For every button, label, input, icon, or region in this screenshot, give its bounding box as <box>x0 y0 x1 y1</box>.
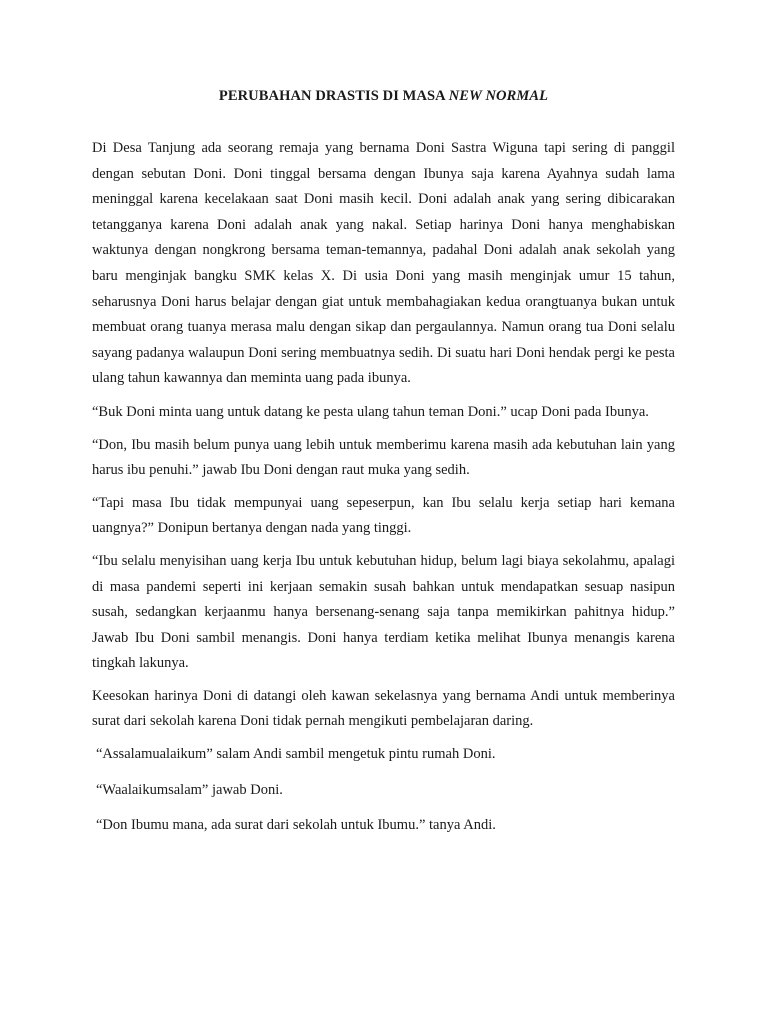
document-title <box>92 86 675 106</box>
paragraph-dialogue-short: “Waalaikumsalam” jawab Doni. <box>96 781 283 798</box>
paragraph-dialogue: “Buk Doni minta uang untuk datang ke pesta ulang tahun teman Doni.” ucap Doni pada Ibunya. <box>92 403 649 420</box>
paragraph-dialogue: “Tapi masa Ibu tidak mempunyai uang sepeserpun, kan Ibu selalu kerja setiap hari kemana uangnya?” Donipun bertanya dengan nada yang tinggi. <box>92 494 675 537</box>
title-italic-text: NEW NORMAL <box>448 88 549 104</box>
paragraph-narration: Keesokan harinya Doni di datangi oleh kawan sekelasnya yang bernama Andi untuk memberinya surat dari sekolah karena Doni tidak pernah mengikuti pembelajaran daring. <box>92 687 675 730</box>
paragraph-dialogue-short: “Don Ibumu mana, ada surat dari sekolah untuk Ibumu.” tanya Andi. <box>96 817 496 834</box>
title-main-text: PERUBAHAN DRASTIS DI MASA <box>218 88 449 104</box>
document-page <box>92 86 675 849</box>
paragraph-intro: Di Desa Tanjung ada seorang remaja yang bernama Doni Sastra Wiguna tapi sering di panggil dengan sebutan Doni. Doni tinggal bersama dengan Ibunya saja karena Ayahnya sudah lama meninggal karena kecelakaan saat Doni masih kecil. Doni adalah anak yang sering dibicarakan tetangganya karena Doni adalah anak yang nakal. Setiap harinya Doni hanya menghabiskan waktunya dengan nongkrong bersama teman-temannya, padahal Doni adalah anak sekolah yang baru menginjak bangku SMK kelas X. Di usia Doni yang masih menginjak umur 15 tahun, seharusnya Doni harus belajar dengan giat untuk membahagiakan kedua orangtuanya bukan untuk membuat orang tuanya merasa malu dengan sikap dan pergaulannya. Namun orang tua Doni selalu sayang padanya walaupun Doni sering membuatnya sedih. Di suatu hari Doni hendak pergi ke pesta ulang tahun kawannya dan meminta uang pada ibunya. <box>92 140 675 387</box>
paragraph-dialogue-short: “Assalamualaikum” salam Andi sambil mengetuk pintu rumah Doni. <box>96 746 496 763</box>
paragraph-dialogue: “Don, Ibu masih belum punya uang lebih untuk memberimu karena masih ada kebutuhan lain yang harus ibu penuhi.” jawab Ibu Doni dengan raut muka yang sedih. <box>92 436 675 479</box>
paragraph-dialogue: “Ibu selalu menyisihan uang kerja Ibu untuk kebutuhan hidup, belum lagi biaya sekolahmu, apalagi di masa pandemi seperti ini kerjaan semakin susah bahkan untuk mendapatkan sesuap nasipun susah, sedangkan kerjaanmu hanya bersenang-senang saja tanpa memikirkan pahitnya hidup.” Jawab Ibu Doni sambil menangis. Doni hanya terdiam ketika melihat Ibunya menangis karena tingkah lakunya. <box>92 552 675 672</box>
